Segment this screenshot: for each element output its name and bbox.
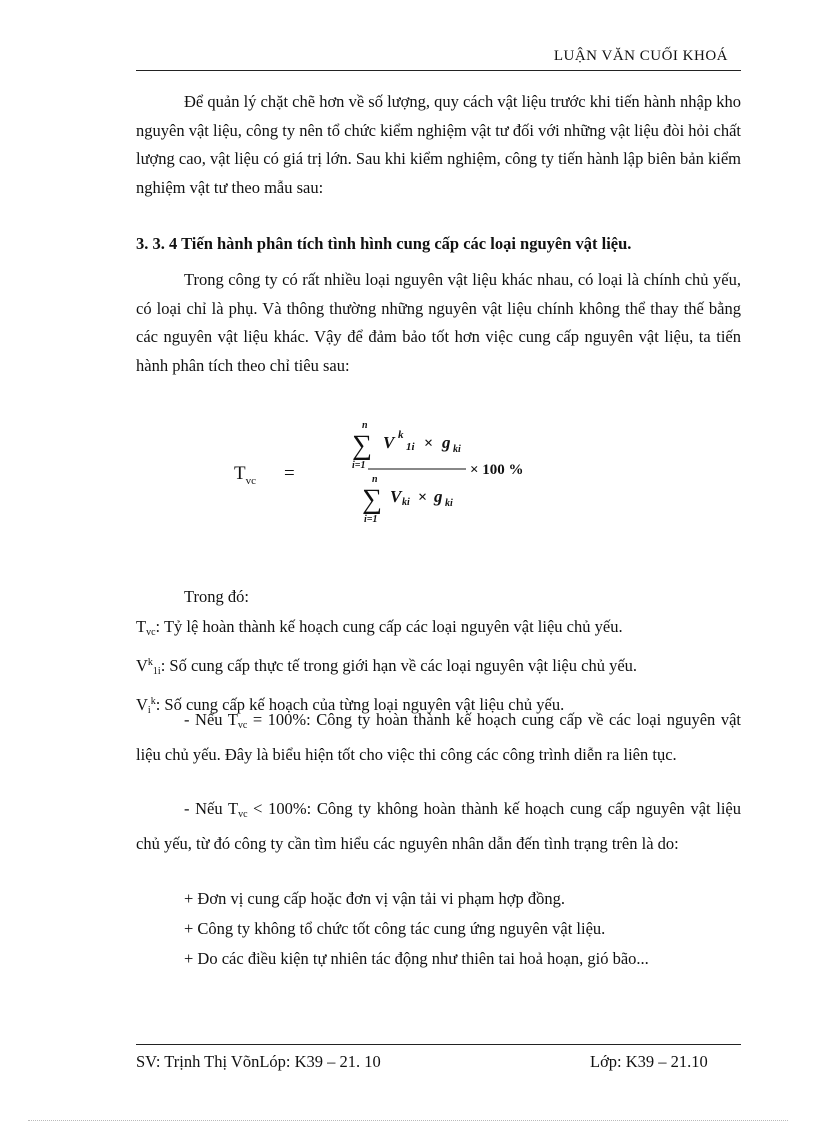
den-times: × (418, 489, 428, 506)
definition-v1: $V^k_{1i}$: Số cung cấp thực tế trong giới hạn về các loại nguyên vật liệu chủ yếu. (136, 656, 638, 677)
case-equal: - Nếu $T_{vc} = 100\%$: Công ty hoàn thành kế hoạch cung cấp về các loại nguyên vật liệu chủ yếu. Đây là biểu hiện tốt cho việc thi công các công trình diễn ra liên tục. (136, 710, 741, 764)
num-v: V (383, 433, 395, 452)
footer-student: SV: Trịnh Thị VõnLóp: K39 – 21. 10 (136, 1052, 381, 1071)
formula-equals: = (284, 463, 295, 484)
case-less: - Nếu $T_{vc} < 100\%$: Công ty không hoàn thành kế hoạch cung cấp nguyên vật liệu chủ yếu, từ đó công ty cần tìm hiểu các nguyên nhân dẫn đến tình trạng trên là do: (136, 799, 742, 853)
sum-symbol-num: ∑ (352, 430, 372, 461)
header-rule (136, 70, 741, 71)
list-item: + Công ty không tổ chức tốt công tác cung ứng nguyên vật liệu. (184, 919, 606, 938)
paragraph-text: Trong công ty có rất nhiều loại nguyên vật liệu khác nhau, có loại là chính chủ yếu, có loại chỉ là phụ. Và thông thường những nguyên vật liệu chính không thể thay thế bằng các nguyên vật liệu khác. Vậy để đảm bảo tốt hơn việc cung cấp nguyên vật liệu, ta tiến hành phân tích theo chỉ tiêu sau: (136, 270, 741, 376)
sum-upper-num: n (362, 420, 368, 431)
num-g-sub: ki (453, 444, 461, 455)
sum-lower-den: i=1 (364, 514, 378, 525)
footer-rule (136, 1044, 741, 1045)
num-sup: k (398, 429, 404, 441)
num-g: g (442, 433, 451, 452)
section-heading: 3. 3. 4 Tiến hành phân tích tình hình cung cấp các loại nguyên vật liệu. (136, 234, 632, 253)
definitions-block (136, 582, 741, 726)
num-sub: 1i (406, 441, 415, 453)
den-g: g (434, 487, 443, 506)
paragraph-text: Để quản lý chặt chẽ hơn về số lượng, quy cách vật liệu trước khi tiến hành nhập kho nguyên vật liệu, công ty nên tổ chức kiểm nghiệm vật tư đối với những vật liệu đòi hỏi chất lượng cao, vật liệu có giá trị lớn. Sau khi kiểm nghiệm, công ty tiến hành lập biên bản kiểm nghiệm vật tư theo mẫu sau: (136, 92, 741, 198)
definition-tvc: $T_{vc}$: Tỷ lệ hoàn thành kế hoạch cung cấp các loại nguyên vật liệu chủ yếu. (136, 617, 623, 638)
running-header: LUẬN VĂN CUỐI KHOÁ (553, 48, 728, 64)
paragraph-analysis (136, 266, 741, 381)
multiply-100: × 100 % (470, 462, 524, 478)
reason-list (136, 884, 741, 974)
list-item: + Do các điều kiện tự nhiên tác động như thiên tai hoả hoạn, gió bão... (184, 949, 649, 968)
formula-lhs: $T_{vc}$ (234, 463, 256, 487)
where-label: Trong đó: (184, 587, 249, 606)
list-item: + Đơn vị cung cấp hoặc đơn vị vận tải vi phạm hợp đồng. (184, 889, 565, 908)
sum-lower-num: i=1 (352, 460, 366, 471)
den-g-sub: ki (445, 498, 453, 509)
sum-upper-den: n (372, 474, 378, 485)
formula-fraction (0, 410, 816, 540)
definition-v2: $V_i^k$: Số cung cấp kế hoạch của từng loại nguyên vật liệu chủ yếu. (136, 695, 565, 716)
page-edge-dots (28, 1120, 788, 1121)
paragraph-inspection (136, 88, 741, 203)
num-times: × (424, 435, 434, 452)
den-v-sub: ki (402, 497, 410, 508)
footer-class: Lớp: K39 – 21.10 (590, 1052, 708, 1071)
sum-symbol-den: ∑ (362, 484, 382, 515)
den-v: V (390, 487, 402, 506)
